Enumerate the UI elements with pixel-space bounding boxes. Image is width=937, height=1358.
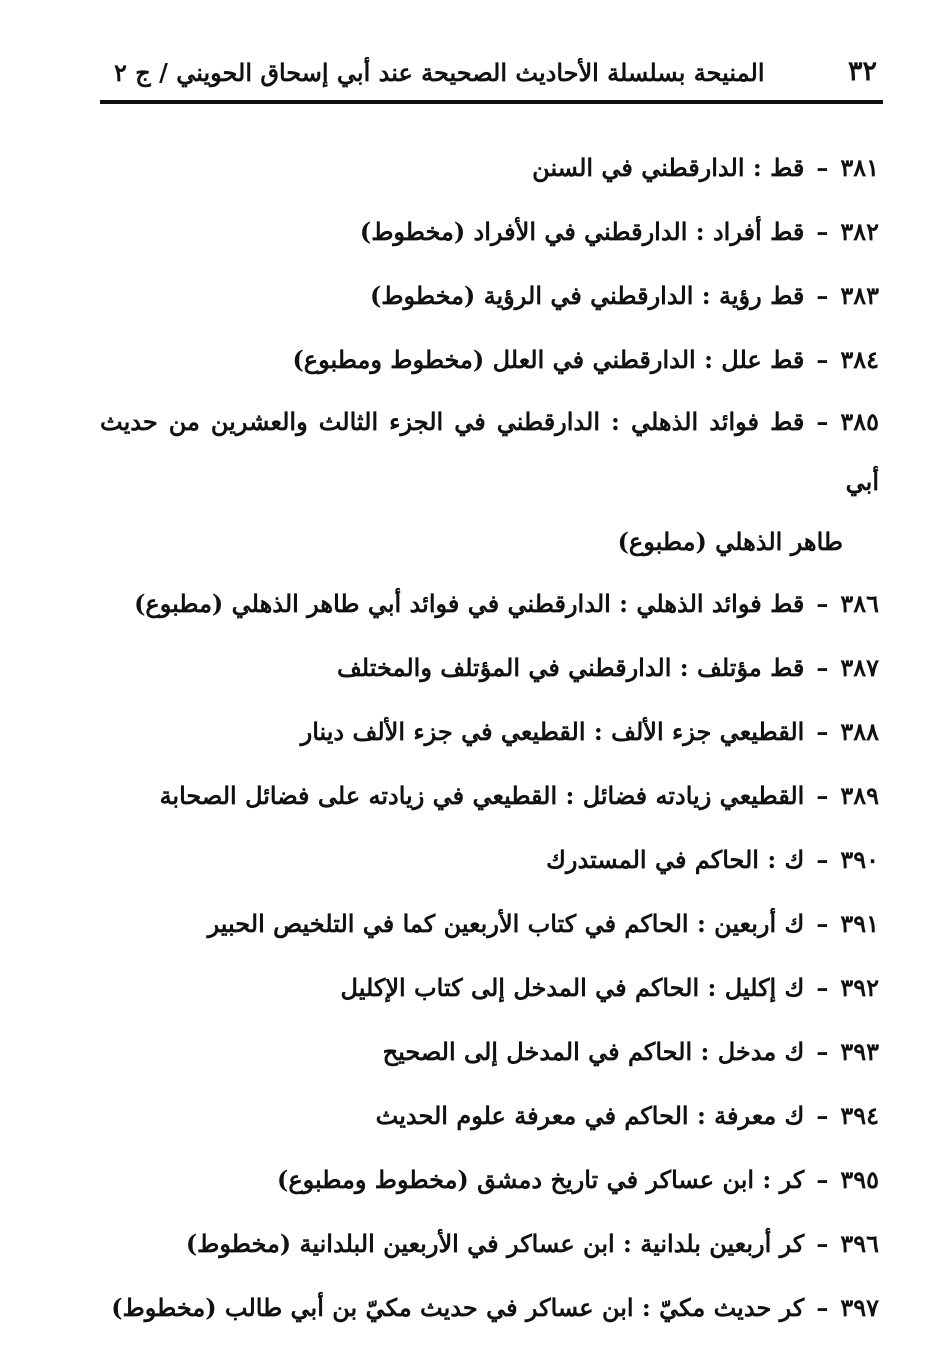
entry-dash: – — [816, 217, 829, 246]
list-item — [100, 956, 883, 1020]
entry-dash: – — [816, 845, 829, 874]
entry-number: ٣٩٧ — [840, 1293, 879, 1322]
entry-dash: – — [816, 973, 829, 1002]
entry-text: قط مؤتلف : الدارقطني في المؤتلف والمختلف — [336, 653, 805, 682]
list-item — [100, 392, 883, 572]
list-item — [100, 1276, 883, 1340]
list-item — [100, 828, 883, 892]
entry-dash: – — [816, 1293, 829, 1322]
list-item — [100, 328, 883, 392]
entry-number: ٣٩٢ — [840, 973, 879, 1002]
entry-number: ٣٨٣ — [840, 281, 879, 310]
entry-dash: – — [816, 1101, 829, 1130]
list-item — [100, 636, 883, 700]
entry-number: ٣٨٢ — [840, 217, 879, 246]
list-item — [100, 764, 883, 828]
entry-text: القطيعي جزء الألف : القطيعي في جزء الألف دينار — [300, 717, 805, 746]
entry-number: ٣٨٨ — [840, 717, 879, 746]
entry-text: القطيعي زيادته فضائل : القطيعي في زيادته على فضائل الصحابة — [159, 781, 805, 810]
entry-dash: – — [816, 407, 829, 436]
entry-number: ٣٨٤ — [840, 345, 879, 374]
running-title: المنيحة بسلسلة الأحاديث الصحيحة عند أبي إسحاق الحويني / ج ٢ — [114, 58, 765, 87]
header-rule — [100, 100, 883, 104]
entry-text: ك أربعين : الحاكم في كتاب الأربعين كما في التلخيص الحبير — [207, 909, 805, 938]
list-item — [100, 200, 883, 264]
entry-number: ٣٩٤ — [840, 1101, 879, 1130]
entry-number: ٣٨٧ — [840, 653, 879, 682]
entry-text: قط أفراد : الدارقطني في الأفراد (مخطوط) — [359, 217, 805, 246]
entry-text: قط علل : الدارقطني في العلل (مخطوط ومطبوع) — [292, 345, 805, 374]
list-item — [100, 136, 883, 200]
list-item — [100, 1020, 883, 1084]
page-header — [100, 48, 883, 94]
entry-dash: – — [816, 153, 829, 182]
entry-number: ٣٨١ — [840, 153, 879, 182]
page-number: ٣٢ — [847, 56, 877, 87]
entry-text: كر : ابن عساكر في تاريخ دمشق (مخطوط ومطبوع) — [276, 1165, 805, 1194]
entry-text: قط فوائد الذهلي : الدارقطني في فوائد أبي طاهر الذهلي (مطبوع) — [134, 589, 805, 618]
entry-text: ك مدخل : الحاكم في المدخل إلى الصحيح — [382, 1037, 805, 1066]
entry-dash: – — [816, 1165, 829, 1194]
entry-dash: – — [816, 345, 829, 374]
entry-text: كر أربعين بلدانية : ابن عساكر في الأربعين البلدانية (مخطوط) — [185, 1229, 805, 1258]
entry-text: ك إكليل : الحاكم في المدخل إلى كتاب الإكليل — [340, 973, 805, 1002]
entry-dash: – — [816, 717, 829, 746]
list-item — [100, 1148, 883, 1212]
entry-continuation: طاهر الذهلي (مطبوع) — [617, 527, 843, 556]
entry-dash: – — [816, 909, 829, 938]
entry-number: ٣٨٥ — [840, 407, 879, 436]
entry-dash: – — [816, 1229, 829, 1258]
entry-dash: – — [816, 781, 829, 810]
entry-number: ٣٩٣ — [840, 1037, 879, 1066]
list-item — [100, 700, 883, 764]
entry-dash: – — [816, 1037, 829, 1066]
list-item — [100, 572, 883, 636]
entry-text: كر حديث مكيّ : ابن عساكر في حديث مكيّ بن أبي طالب (مخطوط) — [111, 1293, 805, 1322]
list-item — [100, 1084, 883, 1148]
entry-number: ٣٩١ — [840, 909, 879, 938]
list-item — [100, 892, 883, 956]
entry-number: ٣٨٦ — [840, 589, 879, 618]
entry-text: قط : الدارقطني في السنن — [532, 153, 805, 182]
entry-text: قط رؤية : الدارقطني في الرؤية (مخطوط) — [369, 281, 805, 310]
list-item — [100, 1212, 883, 1276]
entry-number: ٣٩٥ — [840, 1165, 879, 1194]
entry-number: ٣٩٦ — [840, 1229, 879, 1258]
entry-text: قط فوائد الذهلي : الدارقطني في الجزء الثالث والعشرين من حديث أبي — [100, 407, 879, 496]
entry-number: ٣٨٩ — [840, 781, 879, 810]
entry-dash: – — [816, 281, 829, 310]
entry-number: ٣٩٠ — [840, 845, 879, 874]
entry-text: ك معرفة : الحاكم في معرفة علوم الحديث — [375, 1101, 805, 1130]
entry-dash: – — [816, 589, 829, 618]
entry-text: ك : الحاكم في المستدرك — [546, 845, 805, 874]
entry-dash: – — [816, 653, 829, 682]
list-item — [100, 264, 883, 328]
abbreviation-list — [100, 136, 883, 1340]
